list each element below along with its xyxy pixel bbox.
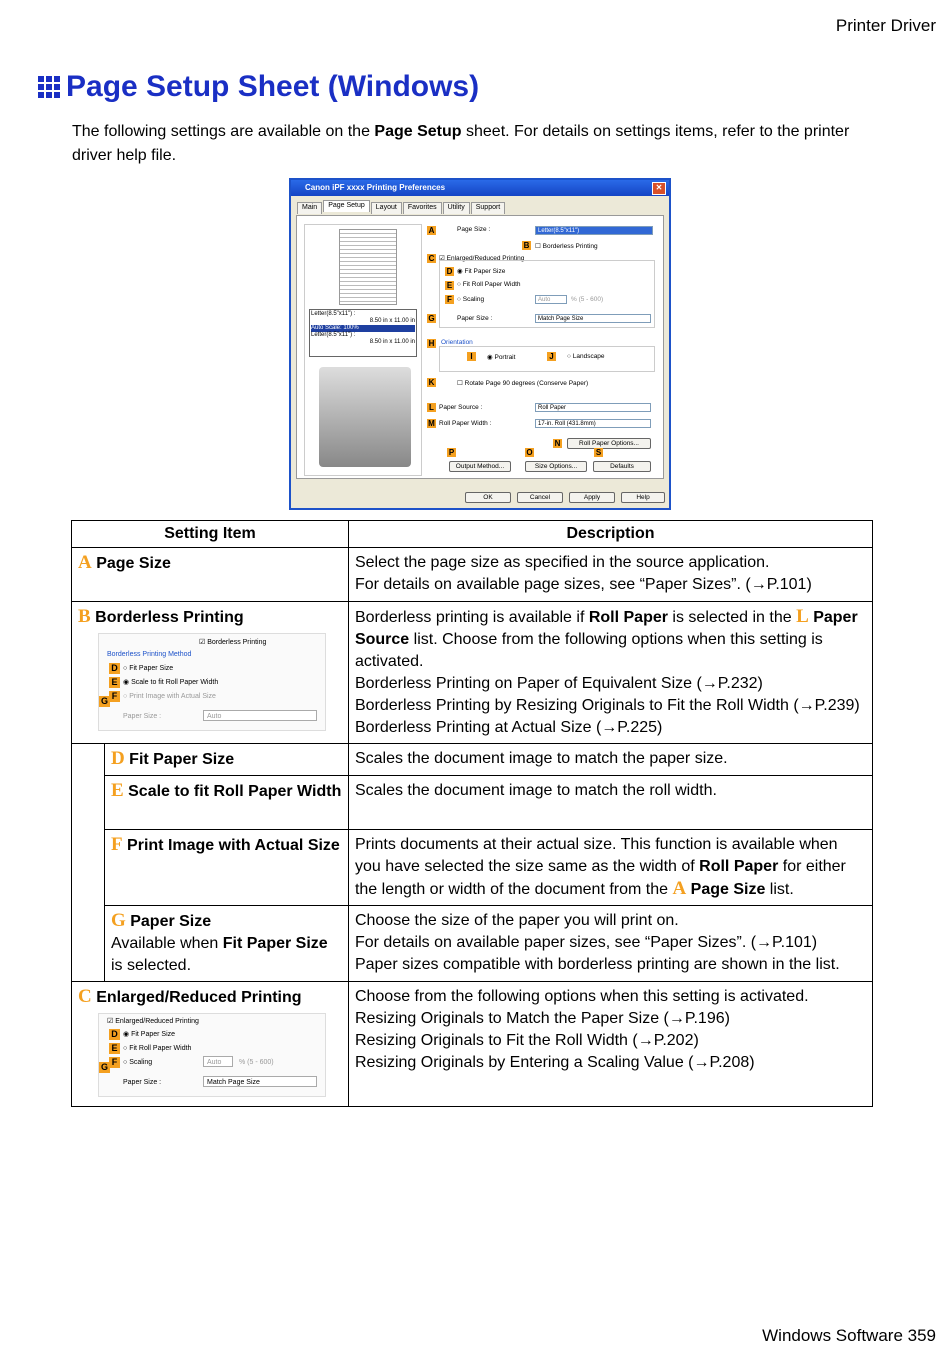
tab-main[interactable]: Main [297,202,322,214]
marker-m: M [428,419,435,428]
item-paper-size: Paper Size [130,913,212,930]
portrait-radio[interactable]: ◉ Portrait [487,354,516,361]
paper-source-select[interactable]: Roll Paper [535,403,651,412]
mini2-scaling-input: Auto [203,1056,233,1067]
mini2-marker-g: G [100,1062,108,1072]
paper-size-availability: Available when Fit Paper Size is selected. [110,935,328,974]
letter-c: C [78,986,92,1007]
mini-enlarged-check: ☑ Enlarged/Reduced Printing [107,1018,199,1025]
paper-preview [339,229,397,305]
close-icon[interactable]: ✕ [652,182,666,195]
marker-k: K [428,378,435,387]
mini2-paper-size-select: Match Page Size [203,1076,317,1087]
output-method-button[interactable]: Output Method... [449,461,511,472]
letter-g: G [110,910,126,931]
fit-paper-radio[interactable]: ◉ Fit Paper Size [457,268,506,275]
marker-f: F [445,295,454,304]
mini2-marker-d: D [109,1029,120,1040]
mini-paper-size-label: Paper Size : [123,713,162,720]
help-button[interactable]: Help [621,492,665,503]
scaling-radio[interactable]: ○ Scaling [457,296,485,303]
letter-e: E [110,780,124,801]
marker-b: B [523,241,530,250]
desc-enlarged: Choose from the following options when this setting is activated. Resizing Originals to Match the Paper Size (→P.196) Resizing Originals to Fit the Roll Width (→P.202) Resizing Originals by Entering a Scaling Value (→P.208) [348,982,872,1107]
paper-size-label: Paper Size : [457,315,493,322]
scaling-range: % (5 - 600) [571,296,604,303]
mini2-fit-paper: ◉ Fit Paper Size [123,1031,176,1038]
page-size-label: Page Size : [457,226,491,233]
settings-table [71,520,873,1107]
marker-a: A [428,226,435,235]
running-header: Printer Driver [835,16,936,35]
col-setting-item: Setting Item [72,521,349,548]
mini-fit-paper: ○ Fit Paper Size [123,665,174,672]
paper-size-select[interactable]: Match Page Size [535,314,651,323]
mini-paper-size-select: Auto [203,710,317,721]
table-row-e [72,776,873,830]
mini2-paper-size-label: Paper Size : [123,1079,162,1086]
scaling-input[interactable]: Auto [535,295,567,304]
item-enlarged: Enlarged/Reduced Printing [96,989,302,1006]
page-title [38,70,479,104]
desc-scale-roll: Scales the document image to match the roll width. [348,776,872,830]
borderless-mini-screenshot [98,633,326,731]
table-header-row [72,521,873,548]
indent-cell [72,744,105,982]
mini2-scaling: ○ Scaling [123,1059,153,1066]
preview-area [304,224,422,476]
item-actual-size: Print Image with Actual Size [127,837,340,854]
mini-marker-g: G [100,696,108,706]
table-row-b [72,602,873,744]
marker-s: S [595,448,602,457]
roll-width-select[interactable]: 17-in. Roll (431.8mm) [535,419,651,428]
dialog-titlebar: Canon iPF xxxx Printing Preferences ✕ [291,180,669,196]
apply-button[interactable]: Apply [569,492,615,503]
mini2-scaling-range: % (5 - 600) [239,1059,274,1066]
mini-borderless-check: ☑ Borderless Printing [199,639,267,646]
marker-j: J [547,352,556,361]
size-info-box: Letter(8.5"x11") : 8.50 in x 11.00 in Auto Scale: 100% Letter(8.5"x11") : 8.50 in x 11.00 in [309,309,417,357]
desc-page-size: Select the page size as specified in the source application. For details on available page sizes, see “Paper Sizes”. (→P.101) [348,548,872,602]
tab-utility[interactable]: Utility [443,202,470,214]
letter-b: B [78,606,91,627]
marker-d: D [446,267,453,276]
paper-source-label: Paper Source : [439,404,483,411]
mini-actual-size: ○ Print Image with Actual Size [123,693,216,700]
marker-h: H [428,339,435,348]
defaults-button[interactable]: Defaults [593,461,651,472]
printer-image [319,367,411,467]
tab-favorites[interactable]: Favorites [403,202,442,214]
landscape-radio[interactable]: ○ Landscape [567,353,605,360]
page-footer: Windows Software 359 [762,1326,936,1345]
roll-options-button[interactable]: Roll Paper Options... [567,438,651,449]
grid-bullet-icon [38,76,60,98]
fit-roll-radio[interactable]: ○ Fit Roll Paper Width [457,281,521,288]
item-scale-roll: Scale to fit Roll Paper Width [128,783,342,800]
table-row-c [72,982,873,1107]
orientation-label: Orientation [441,339,473,346]
tab-layout[interactable]: Layout [371,202,402,214]
page-size-select[interactable]: Letter(8.5"x11") [535,226,653,235]
printing-preferences-dialog [289,178,671,510]
item-borderless: Borderless Printing [95,609,244,626]
table-row-d [72,744,873,776]
marker-i: I [467,352,476,361]
enlarged-mini-screenshot [98,1013,326,1097]
letter-f: F [110,834,123,855]
col-description: Description [348,521,872,548]
marker-e: E [446,281,453,290]
mini-marker-d: D [109,663,120,674]
desc-actual-size: Prints documents at their actual size. This function is available when you have selected the size same as the width of Roll Paper for either the length or width of the document from the A Page Size list. [348,830,872,906]
letter-a: A [78,552,92,573]
ok-button[interactable]: OK [465,492,511,503]
table-row-a [72,548,873,602]
marker-l: L [427,403,436,412]
rotate-checkbox[interactable]: ☐ Rotate Page 90 degrees (Conserve Paper) [457,380,589,387]
marker-g: G [428,314,435,323]
desc-borderless: Borderless printing is available if Roll Paper is selected in the L Paper Source list. Choose from the following options when this setting is activated. Borderless Printing on Paper of Equivalent Size (→P.232) Borderless Printing by Resizing Originals to Fit the Roll Width (→P.239) Borderless Printing at Actual Size (→P.225) [348,602,872,744]
mini2-marker-e: E [109,1043,120,1054]
page-setup-panel [296,215,664,479]
size-options-button[interactable]: Size Options... [525,461,587,472]
marker-n: N [554,439,561,448]
mini-marker-e: E [109,677,120,688]
mini-method-label: Borderless Printing Method [107,651,192,658]
cancel-button[interactable]: Cancel [517,492,563,503]
borderless-checkbox[interactable]: ☐ Borderless Printing [535,243,598,250]
tab-page-setup[interactable]: Page Setup [323,200,370,212]
marker-c: C [428,254,435,263]
marker-o: O [526,448,533,457]
item-fit-paper: Fit Paper Size [129,751,235,768]
desc-fit-paper: Scales the document image to match the paper size. [348,744,872,776]
desc-paper-size: Choose the size of the paper you will print on. For details on available paper sizes, see “Paper Sizes”. (→P.101) Paper sizes compatible with borderless printing are shown in the list. [348,906,872,982]
marker-p: P [448,448,455,457]
table-row-g [72,906,873,982]
mini-scale-roll: ◉ Scale to fit Roll Paper Width [123,679,219,686]
item-page-size: Page Size [96,555,171,572]
tab-support[interactable]: Support [471,202,506,214]
mini2-marker-f: F [109,1057,120,1068]
page-title-text: Page Setup Sheet (Windows) [66,70,480,103]
intro-paragraph: The following settings are available on the Page Setup sheet. For details on settings items, refer to the printer driver help file. [72,123,850,164]
enlarged-checkbox[interactable]: ☑ Enlarged/Reduced Printing [439,255,525,262]
dialog-tabs [297,202,506,214]
roll-width-label: Roll Paper Width : [439,420,492,427]
table-row-f [72,830,873,906]
mini2-fit-roll: ○ Fit Roll Paper Width [123,1045,192,1052]
letter-d: D [110,748,125,769]
mini-marker-f: F [109,691,120,702]
